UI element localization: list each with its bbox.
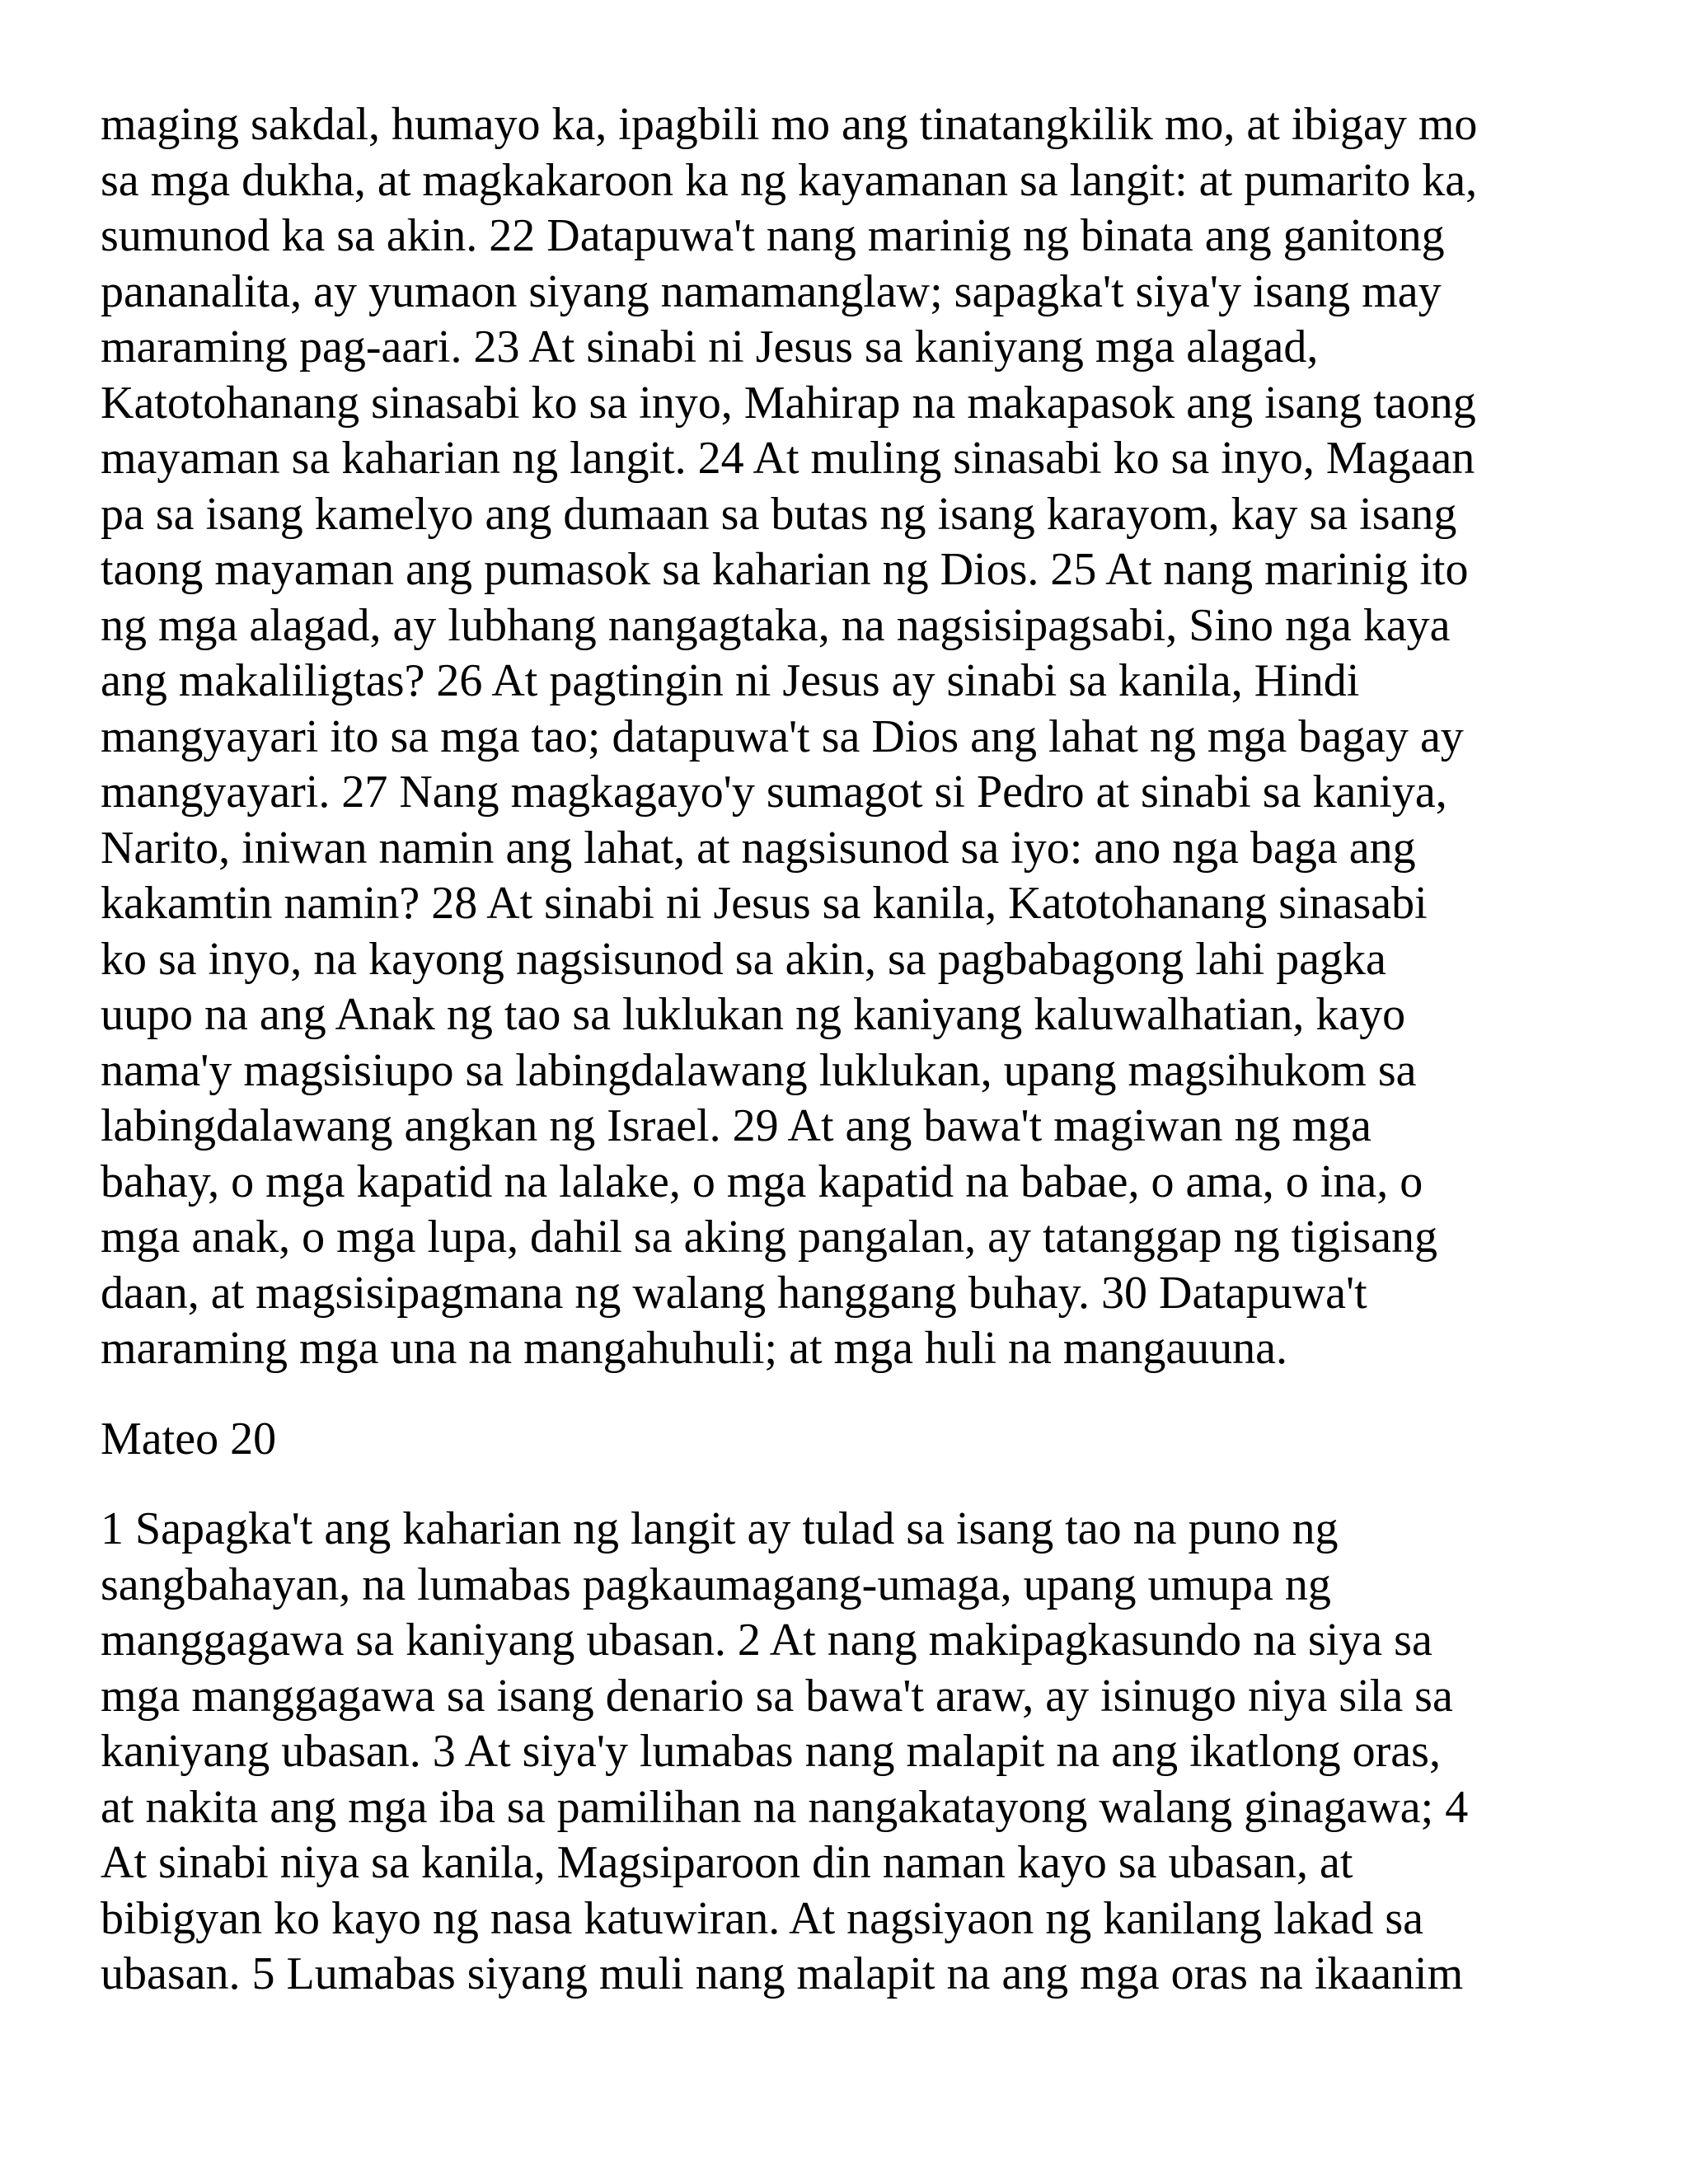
text-line: nama'y magsisiupo sa labingdalawang luklukan, upang magsihukom sa — [101, 1044, 1417, 1096]
text-line: manggagawa sa kaniyang ubasan. 2 At nang makipagkasundo na siya sa — [101, 1615, 1432, 1666]
text-line: maraming pag-aari. 23 At sinabi ni Jesus sa kaniyang mga alagad, — [101, 321, 1319, 373]
text-line: ubasan. 5 Lumabas siyang muli nang malapit na ang mga oras na ikaanim — [101, 1948, 1464, 1999]
text-line: taong mayaman ang pumasok sa kaharian ng Dios. 25 At nang marinig ito — [101, 544, 1469, 595]
paragraph-matthew-19-end — [101, 97, 1601, 1377]
text-line: sangbahayan, na lumabas pagkaumagang-umaga, upang umupa ng — [101, 1558, 1331, 1610]
paragraph-matthew-20 — [101, 1502, 1601, 2003]
text-line: sumunod ka sa akin. 22 Datapuwa't nang marinig ng binata ang ganitong — [101, 210, 1445, 261]
text-line: bibigyan ko kayo ng nasa katuwiran. At nagsiyaon ng kanilang lakad sa — [101, 1892, 1423, 1944]
text-line: at nakita ang mga iba sa pamilihan na nangakatayong walang ginagawa; 4 — [101, 1781, 1469, 1833]
text-line: pananalita, ay yumaon siyang namamanglaw; sapagka't siya'y isang may — [101, 265, 1442, 317]
text-line: 1 Sapagka't ang kaharian ng langit ay tulad sa isang tao na puno ng — [101, 1503, 1339, 1554]
text-line: bahay, o mga kapatid na lalake, o mga kapatid na babae, o ama, o ina, o — [101, 1155, 1423, 1207]
text-line: maraming mga una na mangahuhuli; at mga huli na mangauuna. — [101, 1323, 1288, 1374]
text-line: ang makaliligtas? 26 At pagtingin ni Jesus ay sinabi sa kanila, Hindi — [101, 655, 1360, 706]
text-line: mga anak, o mga lupa, dahil sa aking pangalan, ay tatanggap ng tigisang — [101, 1212, 1437, 1263]
document-page — [101, 97, 1601, 2003]
text-line: uupo na ang Anak ng tao sa luklukan ng kaniyang kaluwalhatian, kayo — [101, 989, 1406, 1040]
text-line: At sinabi niya sa kanila, Magsiparoon din naman kayo sa ubasan, at — [101, 1837, 1353, 1888]
text-line: daan, at magsisipagmana ng walang hanggang buhay. 30 Datapuwa't — [101, 1267, 1367, 1319]
text-line: Narito, iniwan namin ang lahat, at nagsisunod sa iyo: ano nga baga ang — [101, 822, 1416, 874]
text-line: mga manggagawa sa isang denario sa bawa't araw, ay isinugo niya sila sa — [101, 1670, 1453, 1722]
text-line: ko sa inyo, na kayong nagsisunod sa akin, sa pagbabagong lahi pagka — [101, 933, 1386, 985]
text-line: sa mga dukha, at magkakaroon ka ng kayamanan sa langit: at pumarito ka, — [101, 154, 1478, 206]
text-line: mangyayari. 27 Nang magkagayo'y sumagot si Pedro at sinabi sa kaniya, — [101, 766, 1447, 818]
paragraph-spacer — [101, 1377, 1601, 1412]
chapter-heading-block — [101, 1412, 1601, 1468]
text-line: kaniyang ubasan. 3 At siya'y lumabas nang malapit na ang ikatlong oras, — [101, 1726, 1441, 1777]
text-line: mangyayari ito sa mga tao; datapuwa't sa Dios ang lahat ng mga bagay ay — [101, 710, 1464, 762]
text-line: maging sakdal, humayo ka, ipagbili mo ang tinatangkilik mo, at ibigay mo — [101, 99, 1478, 150]
text-line: pa sa isang kamelyo ang dumaan sa butas ng isang karayom, kay sa isang — [101, 488, 1457, 540]
text-line: labingdalawang angkan ng Israel. 29 At ang bawa't magiwan ng mga — [101, 1100, 1372, 1151]
text-line: Katotohanang sinasabi ko sa inyo, Mahirap na makapasok ang isang taong — [101, 377, 1476, 429]
chapter-heading: Mateo 20 — [101, 1413, 277, 1465]
paragraph-spacer — [101, 1467, 1601, 1502]
text-line: ng mga alagad, ay lubhang nangagtaka, na nagsisipagsabi, Sino nga kaya — [101, 599, 1451, 651]
text-line: kakamtin namin? 28 At sinabi ni Jesus sa kanila, Katotohanang sinasabi — [101, 878, 1428, 929]
text-line: mayaman sa kaharian ng langit. 24 At muling sinasabi ko sa inyo, Magaan — [101, 433, 1475, 484]
